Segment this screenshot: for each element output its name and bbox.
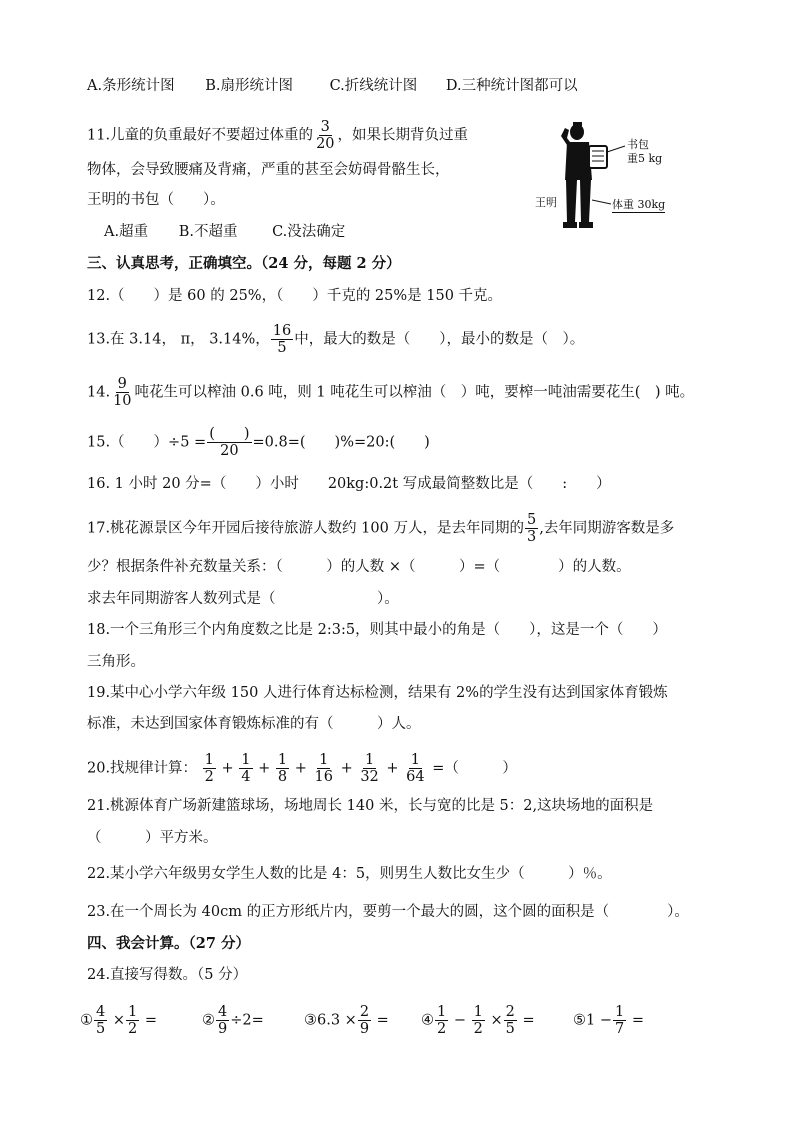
plus-sign: + — [294, 760, 307, 777]
q17-line2: 少？根据条件补充数量关系：（ ）的人数 ×（ ）=（ ）的人数。 — [87, 559, 631, 575]
q10-option-d: D.三种统计图都可以 — [445, 78, 578, 94]
q20-fraction-3: $\frac{1}{8}$ — [277, 752, 288, 785]
plus-sign: + — [258, 760, 271, 777]
q13-fraction: $\frac{16}{5}$ — [272, 323, 292, 356]
q12: 12.（ ）是 60 的 25%，（ ）千克的 25%是 150 千克。 — [87, 288, 503, 304]
q20-fraction-4: $\frac{1}{16}$ — [314, 752, 333, 785]
q14 — [87, 376, 694, 409]
q15-text-end: =0.8=( )%=20:( ) — [252, 434, 430, 451]
q11-fraction: $\frac{3}{20}$ — [316, 119, 335, 152]
q17-line1 — [87, 512, 674, 545]
plus-sign: + — [386, 760, 399, 777]
q18-line1: 18.一个三角形三个内角度数之比是 2:3:5，则其中最小的角是（ ），这是一个（ ） — [87, 622, 667, 638]
q13-text-end: 中，最大的数是（ ），最小的数是（ ）。 — [294, 331, 585, 348]
q20-fraction-1: $\frac{1}{2}$ — [204, 752, 214, 785]
calc-item-5: ⑤1 − $\frac{1}{7}$ = — [573, 1004, 644, 1037]
q11-line3: 王明的书包（ ）。 — [87, 192, 225, 208]
plus-sign: + — [340, 760, 353, 777]
q15 — [87, 426, 430, 459]
q11-option-a: A.超重 — [104, 224, 149, 240]
body-weight-label: 体重 30kg — [612, 198, 666, 211]
q17-fraction: $\frac{5}{3}$ — [526, 512, 537, 545]
section-3-heading: 三、认真思考，正确填空。（24 分，每题 2 分） — [87, 255, 401, 272]
q15-text: 15.（ ）÷5 = — [87, 434, 207, 451]
q10-option-a: A.条形统计图 — [87, 78, 175, 94]
calc-item-2: ② $\frac{4}{9}$ ÷2= — [202, 1004, 264, 1037]
q11-option-b: B.不超重 — [178, 224, 238, 240]
q21-line1: 21.桃源体育广场新建篮球场，场地周长 140 米，长与宽的比是 5：2,这块场地的面积是 — [87, 798, 654, 814]
q16: 16. 1 小时 20 分=（ ）小时 20kg:0.2t 写成最简整数比是（ : ） — [87, 476, 611, 492]
q19-line2: 标准，未达到国家体育锻炼标准的有（ ）人。 — [87, 716, 421, 732]
q11-text: 11.儿童的负重最好不要超过体重的 — [87, 127, 314, 144]
q14-number: 14. — [87, 384, 111, 401]
q10-option-c: C.折线统计图 — [329, 78, 418, 94]
q11-option-c: C.没法确定 — [272, 224, 346, 240]
q11-text-end: ，如果长期背负过重 — [337, 127, 469, 144]
plus-sign: + — [221, 760, 234, 777]
q20-fraction-2: $\frac{1}{4}$ — [241, 752, 251, 785]
q10-options — [87, 76, 578, 96]
boy-illustration — [535, 118, 670, 238]
q11-line1 — [87, 119, 468, 152]
q20 — [87, 752, 517, 785]
calc-item-4: ④ $\frac{1}{2}$ − $\frac{1}{2}$ × $\frac{2}{5}$ = — [421, 1004, 535, 1037]
q15-fraction: $\frac{( )}{20}$ — [209, 426, 250, 459]
q14-fraction: $\frac{9}{10}$ — [113, 376, 132, 409]
q23: 23.在一个周长为 40cm 的正方形纸片内，要剪一个最大的圆，这个圆的面积是（ ）。 — [87, 904, 689, 920]
boy-with-schoolbag-figure — [535, 118, 670, 238]
q19-line1: 19.某中心小学六年级 150 人进行体育达标检测，结果有 2%的学生没有达到国家体育锻炼 — [87, 685, 668, 701]
calc-item-3: ③6.3 × $\frac{2}{9}$ = — [304, 1004, 389, 1037]
bag-label-1: 书包 — [627, 138, 649, 151]
q13 — [87, 323, 584, 356]
q24-heading: 24.直接写得数。（5 分） — [87, 967, 248, 983]
q22: 22.某小学六年级男女学生人数的比是 4：5，则男生人数比女生少（ ）％。 — [87, 866, 612, 882]
q20-text-end: =（ ） — [432, 760, 517, 777]
q10-option-b: B.扇形统计图 — [205, 78, 293, 94]
q17-line3: 求去年同期游客人数列式是（ ）。 — [87, 591, 399, 607]
q20-fraction-6: $\frac{1}{64}$ — [406, 752, 425, 785]
q20-fraction-5: $\frac{1}{32}$ — [360, 752, 379, 785]
q20-text: 20.找规律计算： — [87, 760, 198, 777]
q14-text: 吨花生可以榨油 0.6 吨，则 1 吨花生可以榨油（ ）吨，要榨一吨油需要花生( ) 吨。 — [134, 384, 695, 401]
q11-options — [104, 222, 345, 242]
section-4-heading: 四、我会计算。（27 分） — [87, 935, 250, 952]
q18-line2: 三角形。 — [87, 654, 145, 670]
q21-line2: （ ）平方米。 — [87, 830, 218, 846]
boy-name-label: 王明 — [535, 196, 557, 209]
q13-text: 13.在 3.14， π， 3.14%， — [87, 331, 270, 348]
bag-label-2: 重5 kg — [627, 152, 663, 165]
q17-text: 17.桃花源景区今年开园后接待旅游人数约 100 万人，是去年同期的 — [87, 520, 524, 537]
q11-line2: 物体，会导致腰痛及背痛，严重的甚至会妨碍骨骼生长， — [87, 162, 450, 178]
q17-text-end: ,去年同期游客数是多 — [539, 520, 675, 537]
calc-item-1: ① $\frac{4}{5}$ × $\frac{1}{2}$ = — [80, 1004, 157, 1037]
